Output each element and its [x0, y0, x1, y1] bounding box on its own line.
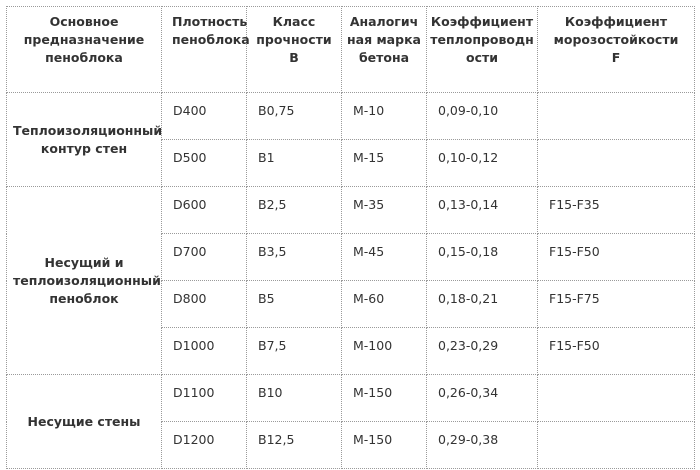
- cell-concrete-grade: M-45: [342, 234, 427, 281]
- table-row: [7, 375, 695, 422]
- cell-density: D500: [162, 140, 247, 187]
- cell-concrete-grade: M-10: [342, 93, 427, 140]
- group-label: Несущие стены: [7, 375, 162, 469]
- cell-frost-resistance: [538, 140, 695, 187]
- cell-concrete-grade: M-100: [342, 328, 427, 375]
- cell-strength-class: B3,5: [247, 234, 342, 281]
- cell-density: D600: [162, 187, 247, 234]
- cell-thermal-conductivity: 0,13-0,14: [427, 187, 538, 234]
- cell-thermal-conductivity: 0,26-0,34: [427, 375, 538, 422]
- cell-concrete-grade: M-60: [342, 281, 427, 328]
- cell-strength-class: B5: [247, 281, 342, 328]
- cell-frost-resistance: [538, 422, 695, 469]
- cell-strength-class: B12,5: [247, 422, 342, 469]
- header-density: Плотность пеноблока: [162, 7, 247, 93]
- cell-strength-class: B1: [247, 140, 342, 187]
- cell-density: D1100: [162, 375, 247, 422]
- group-label: Несущий и теплоизоляционный пеноблок: [7, 187, 162, 375]
- header-row: [7, 7, 695, 93]
- cell-concrete-grade: M-150: [342, 375, 427, 422]
- group-label: Теплоизоляционный контур стен: [7, 93, 162, 187]
- cell-thermal-conductivity: 0,18-0,21: [427, 281, 538, 328]
- cell-frost-resistance: F15-F50: [538, 234, 695, 281]
- cell-density: D400: [162, 93, 247, 140]
- cell-strength-class: B2,5: [247, 187, 342, 234]
- cell-frost-resistance: F15-F35: [538, 187, 695, 234]
- cell-frost-resistance: F15-F75: [538, 281, 695, 328]
- header-strength-class: Класс прочности В: [247, 7, 342, 93]
- cell-density: D1200: [162, 422, 247, 469]
- header-thermal-conductivity: Коэффициент теплопроводн ости: [427, 7, 538, 93]
- cell-strength-class: B7,5: [247, 328, 342, 375]
- header-concrete-grade: Аналогич ная марка бетона: [342, 7, 427, 93]
- header-purpose: Основное предназначение пеноблока: [7, 7, 162, 93]
- header-frost-resistance: Коэффициент морозостойкости F: [538, 7, 695, 93]
- foam-block-table: [6, 6, 695, 469]
- cell-density: D1000: [162, 328, 247, 375]
- cell-thermal-conductivity: 0,09-0,10: [427, 93, 538, 140]
- table-row: [7, 93, 695, 140]
- cell-frost-resistance: F15-F50: [538, 328, 695, 375]
- cell-thermal-conductivity: 0,15-0,18: [427, 234, 538, 281]
- cell-thermal-conductivity: 0,10-0,12: [427, 140, 538, 187]
- cell-density: D700: [162, 234, 247, 281]
- table-row: [7, 187, 695, 234]
- cell-frost-resistance: [538, 375, 695, 422]
- cell-thermal-conductivity: 0,29-0,38: [427, 422, 538, 469]
- cell-concrete-grade: M-150: [342, 422, 427, 469]
- cell-strength-class: B0,75: [247, 93, 342, 140]
- cell-density: D800: [162, 281, 247, 328]
- cell-concrete-grade: M-15: [342, 140, 427, 187]
- cell-thermal-conductivity: 0,23-0,29: [427, 328, 538, 375]
- cell-strength-class: B10: [247, 375, 342, 422]
- cell-concrete-grade: M-35: [342, 187, 427, 234]
- cell-frost-resistance: [538, 93, 695, 140]
